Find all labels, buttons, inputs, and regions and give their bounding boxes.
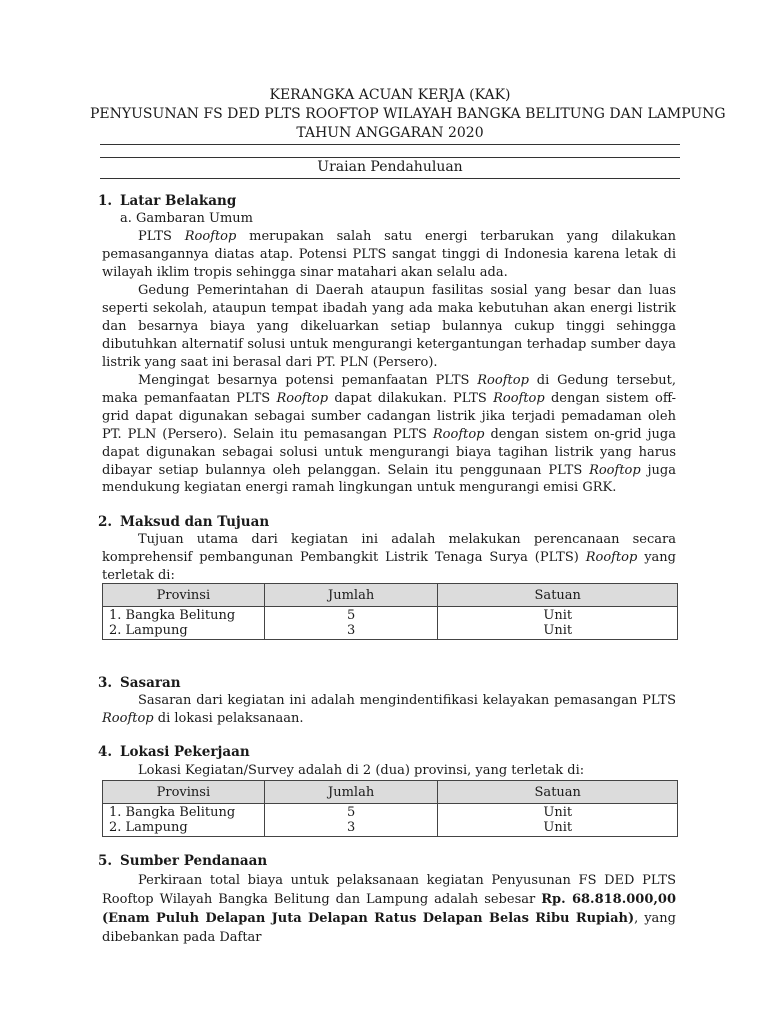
paragraph-pendanaan: Perkiraan total biaya untuk pelaksanaan kegiatan Penyusunan FS DED PLTS Rooftop Wilayah Bangka Belitung dan Lampung adalah sebesar Rp. 68.818.000,00 (Enam Puluh Delapan Juta Delapan Ratus Delapan Belas Ribu Rupiah), yang dibebankan pada Daftar [102,873,676,945]
paragraph-plts-intro: PLTS Rooftop merupakan salah satu energi terbarukan yang dilakukan pemasangannya diatas atap. Potensi PLTS sangat tinggi di Indonesia karena letak di wilayah iklim tropis sehingga sinar matahari akan selalu ada. [102,229,677,280]
section-title: Lokasi Pekerjaan [120,744,250,760]
section-heading-latar-belakang [98,193,236,209]
cell-provinsi: 2. Lampung [103,623,265,640]
doc-title-line2: PENYUSUNAN FS DED PLTS ROOFTOP WILAYAH BANGKA BELITUNG DAN LAMPUNG [90,106,726,122]
paragraph-tujuan: Tujuan utama dari kegiatan ini adalah melakukan perencanaan secara komprehensif pembangunan Pembangkit Listrik Tenaga Surya (PLTS) Rooftop yang terletak di: [102,532,676,583]
table-provinsi-1 [102,583,678,640]
section-title: Latar Belakang [120,193,237,209]
section-subtitle: Uraian Pendahuluan [317,159,463,175]
doc-title-line3: TAHUN ANGGARAN 2020 [296,125,484,141]
table-row [103,607,678,624]
paragraph-mengingat: Mengingat besarnya potensi pemanfaatan PLTS Rooftop di Gedung tersebut, maka pemanfaatan PLTS Rooftop dapat dilakukan. PLTS Rooftop dengan sistem off-grid dapat digunakan sebagai sumber cadangan listrik jika terjadi pemadaman oleh PT. PLN (Persero). Selain itu pemasangan PLTS Rooftop dengan sistem on-grid juga dapat digunakan sebagai solusi untuk mengurangi biaya tagihan listrik yang harus dibayar setiap bulannya oleh pelanggan. Selain itu penggunaan PLTS Rooftop juga mendukung kegiatan energi ramah lingkungan untuk mengurangi emisi GRK. [102,373,677,496]
column-header-satuan: Satuan [438,781,678,804]
section-number: 5. [98,853,113,869]
table-row [103,804,678,821]
cell-satuan: Unit [438,623,678,640]
cell-jumlah: 5 [264,804,438,821]
table-row [103,820,678,837]
table-provinsi-2 [102,780,678,837]
doc-title-line1: KERANGKA ACUAN KERJA (KAK) [269,87,511,103]
section-heading-lokasi [98,744,250,760]
table-row [103,623,678,640]
cell-satuan: Unit [438,607,678,624]
section-number: 1. [98,193,113,209]
cell-satuan: Unit [438,820,678,837]
section-heading-maksud-tujuan [98,514,269,530]
column-header-jumlah: Jumlah [264,781,438,804]
paragraph-lokasi: Lokasi Kegiatan/Survey adalah di 2 (dua) provinsi, yang terletak di: [138,763,585,778]
divider-bottom [100,178,680,179]
cell-jumlah: 3 [264,820,438,837]
cell-provinsi: 1. Bangka Belitung [103,804,265,821]
section-title: Sumber Pendanaan [120,853,268,869]
cell-jumlah: 3 [264,623,438,640]
column-header-provinsi: Provinsi [103,781,265,804]
section-heading-sasaran [98,675,181,691]
paragraph-sasaran: Sasaran dari kegiatan ini adalah mengindentifikasi kelayakan pemasangan PLTS Rooftop di lokasi pelaksanaan. [102,693,676,726]
cell-provinsi: 1. Bangka Belitung [103,607,265,624]
cell-satuan: Unit [438,804,678,821]
subheading-gambaran-umum: a. Gambaran Umum [120,211,254,226]
column-header-jumlah: Jumlah [264,584,438,607]
paragraph-gedung: Gedung Pemerintahan di Daerah ataupun fasilitas sosial yang besar dan luas seperti sekolah, ataupun tempat ibadah yang ada maka kebutuhan akan energi listrik dan besarnya biaya yang dikeluarkan setiap bulannya cukup tinggi sehingga dibutuhkan alternatif solusi untuk mengurangi ketergantungan terhadap sumber daya listrik yang saat ini berasal dari PT. PLN (Persero). [102,283,676,370]
column-header-provinsi: Provinsi [103,584,265,607]
divider-top [100,144,680,145]
budget-amount: Rp. 68.818.000,00 (Enam Puluh Delapan Juta Delapan Ratus Delapan Belas Ribu Rupiah) [102,892,676,926]
cell-provinsi: 2. Lampung [103,820,265,837]
section-title: Sasaran [120,675,181,691]
section-number: 3. [98,675,113,691]
cell-jumlah: 5 [264,607,438,624]
section-heading-sumber-pendanaan [98,853,267,869]
column-header-satuan: Satuan [438,584,678,607]
section-number: 2. [98,514,113,530]
section-number: 4. [98,744,113,760]
section-title: Maksud dan Tujuan [120,514,270,530]
